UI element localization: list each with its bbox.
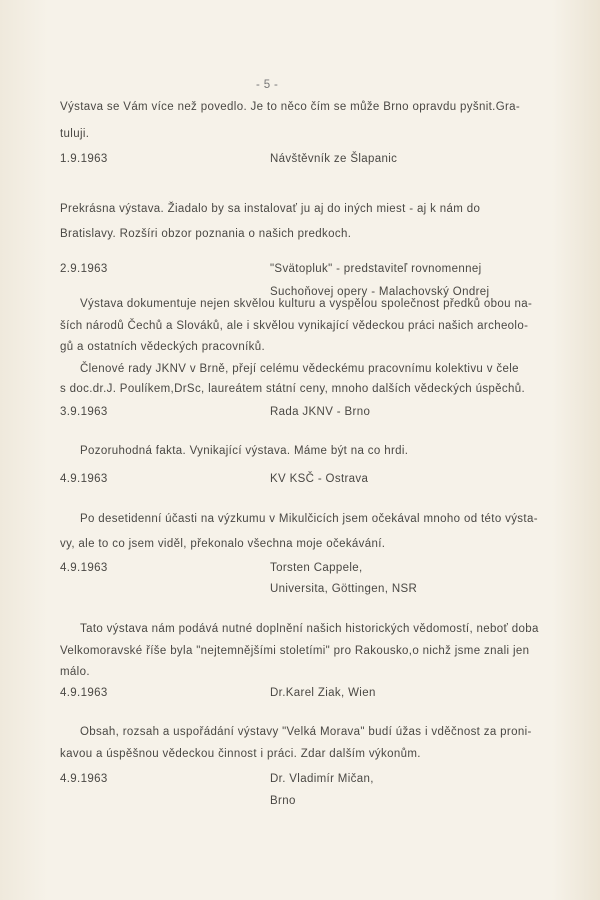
entry-6-text-line: málo. — [60, 666, 90, 678]
entry-7-date: 4.9.1963 — [60, 773, 108, 785]
entry-2-signature: Suchoňovej opery - Malachovský Ondrej — [270, 286, 490, 298]
entry-7-text-line: kavou a úspěšnou vědeckou činnost i práci. Zdar dalším výkonům. — [60, 748, 421, 760]
entry-5-text-line: Po desetidenní účasti na výzkumu v Mikulčicích jsem očekával mnoho od této výsta- — [80, 513, 538, 525]
entry-3-text-line: s doc.dr.J. Poulíkem,DrSc, laureátem státní ceny, mnoho dalších vědeckých úspěchů. — [60, 383, 526, 395]
entry-3-date: 3.9.1963 — [60, 406, 108, 418]
entry-5-date: 4.9.1963 — [60, 562, 108, 574]
entry-1-date: 1.9.1963 — [60, 153, 108, 165]
entry-2-text-line: Bratislavy. Rozšíri obzor poznania o našich predkoch. — [60, 228, 352, 240]
entry-3-text-line: Výstava dokumentuje nejen skvělou kulturu a vyspělou společnost předků obou na- — [80, 298, 533, 310]
entry-3-text-line: gů a ostatních vědeckých pracovníků. — [60, 341, 266, 353]
entry-6-text-line: Velkomoravské říše byla "nejtemnějšími stoletími" pro Rakousko,o nichž jsme znali jen — [60, 645, 530, 657]
entry-7-signature: Brno — [270, 795, 296, 807]
entry-5-signature: Universita, Göttingen, NSR — [270, 583, 418, 595]
entry-4-text-line: Pozoruhodná fakta. Vynikající výstava. Máme být na co hrdi. — [80, 445, 409, 457]
entry-7-signature: Dr. Vladimír Mičan, — [270, 773, 374, 785]
entry-1-text-line: Výstava se Vám více než povedlo. Je to něco čím se může Brno opravdu pyšnit.Gra- — [60, 101, 521, 113]
entry-2-date: 2.9.1963 — [60, 263, 108, 275]
entry-4-date: 4.9.1963 — [60, 473, 108, 485]
entry-1-signature: Návštěvník ze Šlapanic — [270, 153, 398, 165]
entry-5-signature: Torsten Cappele, — [270, 562, 363, 574]
page-number: - 5 - — [256, 79, 279, 91]
entry-5-text-line: vy, ale to co jsem viděl, překonalo všechna moje očekávání. — [60, 538, 386, 550]
entry-3-signature: Rada JKNV - Brno — [270, 406, 371, 418]
entry-1-text-line: tuluji. — [60, 128, 90, 140]
entry-2-signature: "Svätopluk" - predstaviteľ rovnomennej — [270, 263, 482, 275]
entry-2-text-line: Prekrásna výstava. Žiadalo by sa instalovať ju aj do iných miest - aj k nám do — [60, 203, 481, 215]
entry-7-text-line: Obsah, rozsah a uspořádání výstavy "Velká Morava" budí úžas i vděčnost za proni- — [80, 726, 532, 738]
entry-6-signature: Dr.Karel Ziak, Wien — [270, 687, 376, 699]
entry-4-signature: KV KSČ - Ostrava — [270, 473, 369, 485]
entry-3-text-line: Členové rady JKNV v Brně, přejí celému vědeckému pracovnímu kolektivu v čele — [80, 363, 519, 375]
entry-6-date: 4.9.1963 — [60, 687, 108, 699]
entry-6-text-line: Tato výstava nám podává nutné doplnění našich historických vědomostí, neboť doba — [80, 623, 539, 635]
entry-3-text-line: ších národů Čechů a Slováků, ale i skvělou vynikající vědeckou práci našich archeolo- — [60, 320, 529, 332]
